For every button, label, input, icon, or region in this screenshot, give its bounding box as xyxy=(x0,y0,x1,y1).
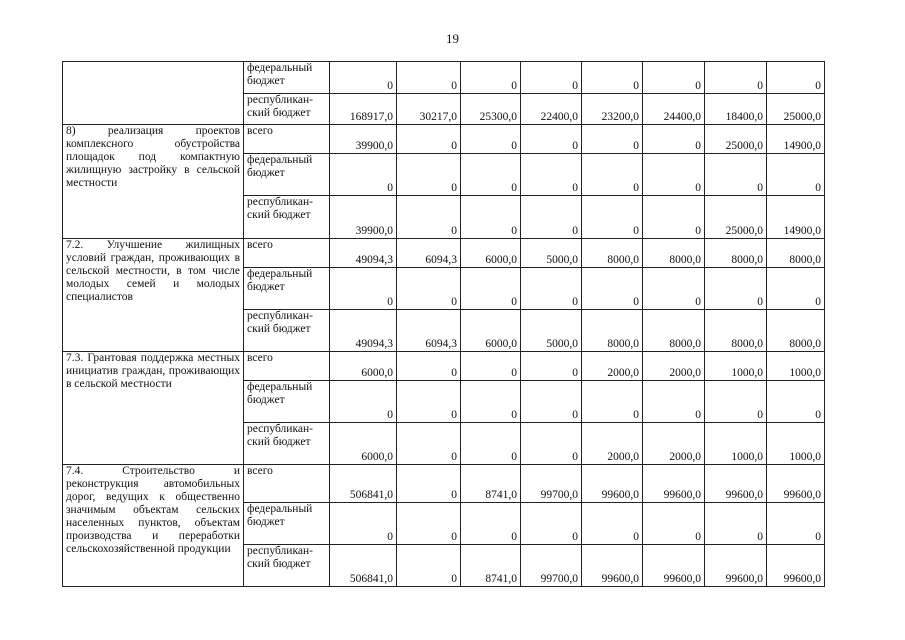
funding-source: республикан-ский бюджет xyxy=(244,423,330,465)
amount-cell: 25000,0 xyxy=(767,94,825,125)
amount-cell: 0 xyxy=(397,381,461,423)
amount-cell: 0 xyxy=(521,154,582,196)
amount-cell: 0 xyxy=(582,268,643,310)
amount-cell: 0 xyxy=(582,381,643,423)
amount-cell: 0 xyxy=(461,352,521,381)
measure-description: 8) реализация проектов комплексного обустройства площадок под компактную жилищную застройку в сельской местности xyxy=(63,125,244,239)
amount-cell: 506841,0 xyxy=(330,545,397,587)
amount-cell: 8000,0 xyxy=(767,239,825,268)
amount-cell: 0 xyxy=(461,381,521,423)
amount-cell: 0 xyxy=(521,196,582,239)
amount-cell: 0 xyxy=(521,503,582,545)
amount-cell: 23200,0 xyxy=(582,94,643,125)
funding-source: федеральный бюджет xyxy=(244,154,330,196)
funding-source: федеральный бюджет xyxy=(244,268,330,310)
amount-cell: 1000,0 xyxy=(705,423,767,465)
amount-cell: 8741,0 xyxy=(461,545,521,587)
measure-description: 7.3. Грантовая поддержка местных инициатив граждан, проживающих в сельской местности xyxy=(63,352,244,465)
amount-cell: 99600,0 xyxy=(582,465,643,503)
amount-cell: 0 xyxy=(521,62,582,94)
amount-cell: 0 xyxy=(397,268,461,310)
amount-cell: 168917,0 xyxy=(330,94,397,125)
amount-cell: 0 xyxy=(705,503,767,545)
amount-cell: 0 xyxy=(643,62,705,94)
amount-cell: 0 xyxy=(705,268,767,310)
amount-cell: 0 xyxy=(643,154,705,196)
table-row xyxy=(63,125,825,154)
amount-cell: 0 xyxy=(330,503,397,545)
amount-cell: 0 xyxy=(705,62,767,94)
amount-cell: 0 xyxy=(461,196,521,239)
amount-cell: 1000,0 xyxy=(767,352,825,381)
amount-cell: 2000,0 xyxy=(643,352,705,381)
amount-cell: 0 xyxy=(521,352,582,381)
amount-cell: 0 xyxy=(643,503,705,545)
amount-cell: 0 xyxy=(643,125,705,154)
amount-cell: 0 xyxy=(582,62,643,94)
amount-cell: 99600,0 xyxy=(705,545,767,587)
amount-cell: 0 xyxy=(397,465,461,503)
amount-cell: 8000,0 xyxy=(705,310,767,352)
amount-cell: 2000,0 xyxy=(582,423,643,465)
amount-cell: 0 xyxy=(461,503,521,545)
funding-source: всего xyxy=(244,465,330,503)
amount-cell: 99700,0 xyxy=(521,465,582,503)
amount-cell: 18400,0 xyxy=(705,94,767,125)
amount-cell: 0 xyxy=(330,62,397,94)
amount-cell: 0 xyxy=(330,381,397,423)
table-row xyxy=(63,352,825,381)
amount-cell: 0 xyxy=(461,125,521,154)
amount-cell: 0 xyxy=(521,423,582,465)
amount-cell: 1000,0 xyxy=(767,423,825,465)
amount-cell: 0 xyxy=(767,62,825,94)
funding-source: всего xyxy=(244,352,330,381)
amount-cell: 0 xyxy=(582,154,643,196)
measure-description xyxy=(63,62,244,125)
amount-cell: 8000,0 xyxy=(767,310,825,352)
amount-cell: 0 xyxy=(521,268,582,310)
amount-cell: 506841,0 xyxy=(330,465,397,503)
amount-cell: 6000,0 xyxy=(461,310,521,352)
amount-cell: 99600,0 xyxy=(582,545,643,587)
measure-description: 7.4. Строительство и реконструкция автомобильных дорог, ведущих к общественно значимым объектам сельских населенных пунктов, объектам производства и переработки сельскохозяйственной продукции xyxy=(63,465,244,587)
amount-cell: 14900,0 xyxy=(767,125,825,154)
amount-cell: 25000,0 xyxy=(705,125,767,154)
amount-cell: 0 xyxy=(582,503,643,545)
amount-cell: 49094,3 xyxy=(330,310,397,352)
amount-cell: 0 xyxy=(643,381,705,423)
amount-cell: 0 xyxy=(397,545,461,587)
page-number: 19 xyxy=(446,31,459,46)
table-row xyxy=(63,62,825,94)
table-row xyxy=(63,465,825,503)
amount-cell: 22400,0 xyxy=(521,94,582,125)
funding-source: республикан-ский бюджет xyxy=(244,310,330,352)
funding-source: республикан-ский бюджет xyxy=(244,545,330,587)
amount-cell: 8000,0 xyxy=(643,239,705,268)
amount-cell: 0 xyxy=(397,196,461,239)
amount-cell: 2000,0 xyxy=(643,423,705,465)
amount-cell: 49094,3 xyxy=(330,239,397,268)
amount-cell: 0 xyxy=(397,423,461,465)
amount-cell: 6094,3 xyxy=(397,310,461,352)
funding-source: республикан-ский бюджет xyxy=(244,196,330,239)
budget-table xyxy=(62,61,825,587)
amount-cell: 0 xyxy=(397,154,461,196)
amount-cell: 25300,0 xyxy=(461,94,521,125)
amount-cell: 0 xyxy=(461,62,521,94)
amount-cell: 99600,0 xyxy=(705,465,767,503)
amount-cell: 30217,0 xyxy=(397,94,461,125)
funding-source: республикан-ский бюджет xyxy=(244,94,330,125)
amount-cell: 6094,3 xyxy=(397,239,461,268)
amount-cell: 0 xyxy=(582,196,643,239)
amount-cell: 0 xyxy=(705,154,767,196)
amount-cell: 1000,0 xyxy=(705,352,767,381)
amount-cell: 99600,0 xyxy=(643,465,705,503)
amount-cell: 6000,0 xyxy=(461,239,521,268)
funding-source: всего xyxy=(244,239,330,268)
funding-source: федеральный бюджет xyxy=(244,503,330,545)
amount-cell: 0 xyxy=(643,268,705,310)
amount-cell: 8000,0 xyxy=(582,239,643,268)
amount-cell: 0 xyxy=(461,154,521,196)
measure-description: 7.2. Улучшение жилищных условий граждан, проживающих в сельской местности, в том числе молодых семей и молодых специалистов xyxy=(63,239,244,352)
amount-cell: 8000,0 xyxy=(582,310,643,352)
amount-cell: 5000,0 xyxy=(521,310,582,352)
amount-cell: 8000,0 xyxy=(705,239,767,268)
amount-cell: 0 xyxy=(397,503,461,545)
amount-cell: 2000,0 xyxy=(582,352,643,381)
amount-cell: 0 xyxy=(330,154,397,196)
table-row xyxy=(63,239,825,268)
amount-cell: 6000,0 xyxy=(330,423,397,465)
table-body xyxy=(63,62,825,587)
amount-cell: 8741,0 xyxy=(461,465,521,503)
amount-cell: 0 xyxy=(582,125,643,154)
amount-cell: 99600,0 xyxy=(643,545,705,587)
amount-cell: 39900,0 xyxy=(330,125,397,154)
amount-cell: 99600,0 xyxy=(767,465,825,503)
amount-cell: 99700,0 xyxy=(521,545,582,587)
amount-cell: 0 xyxy=(397,62,461,94)
amount-cell: 99600,0 xyxy=(767,545,825,587)
amount-cell: 0 xyxy=(705,381,767,423)
amount-cell: 0 xyxy=(521,125,582,154)
amount-cell: 0 xyxy=(461,423,521,465)
amount-cell: 0 xyxy=(397,125,461,154)
amount-cell: 25000,0 xyxy=(705,196,767,239)
amount-cell: 0 xyxy=(767,381,825,423)
amount-cell: 0 xyxy=(330,268,397,310)
amount-cell: 0 xyxy=(521,381,582,423)
amount-cell: 6000,0 xyxy=(330,352,397,381)
amount-cell: 24400,0 xyxy=(643,94,705,125)
amount-cell: 39900,0 xyxy=(330,196,397,239)
funding-source: федеральный бюджет xyxy=(244,381,330,423)
amount-cell: 0 xyxy=(767,154,825,196)
amount-cell: 0 xyxy=(461,268,521,310)
amount-cell: 0 xyxy=(397,352,461,381)
amount-cell: 0 xyxy=(767,268,825,310)
amount-cell: 8000,0 xyxy=(643,310,705,352)
amount-cell: 5000,0 xyxy=(521,239,582,268)
funding-source: федеральный бюджет xyxy=(244,62,330,94)
amount-cell: 0 xyxy=(767,503,825,545)
amount-cell: 14900,0 xyxy=(767,196,825,239)
funding-source: всего xyxy=(244,125,330,154)
amount-cell: 0 xyxy=(643,196,705,239)
